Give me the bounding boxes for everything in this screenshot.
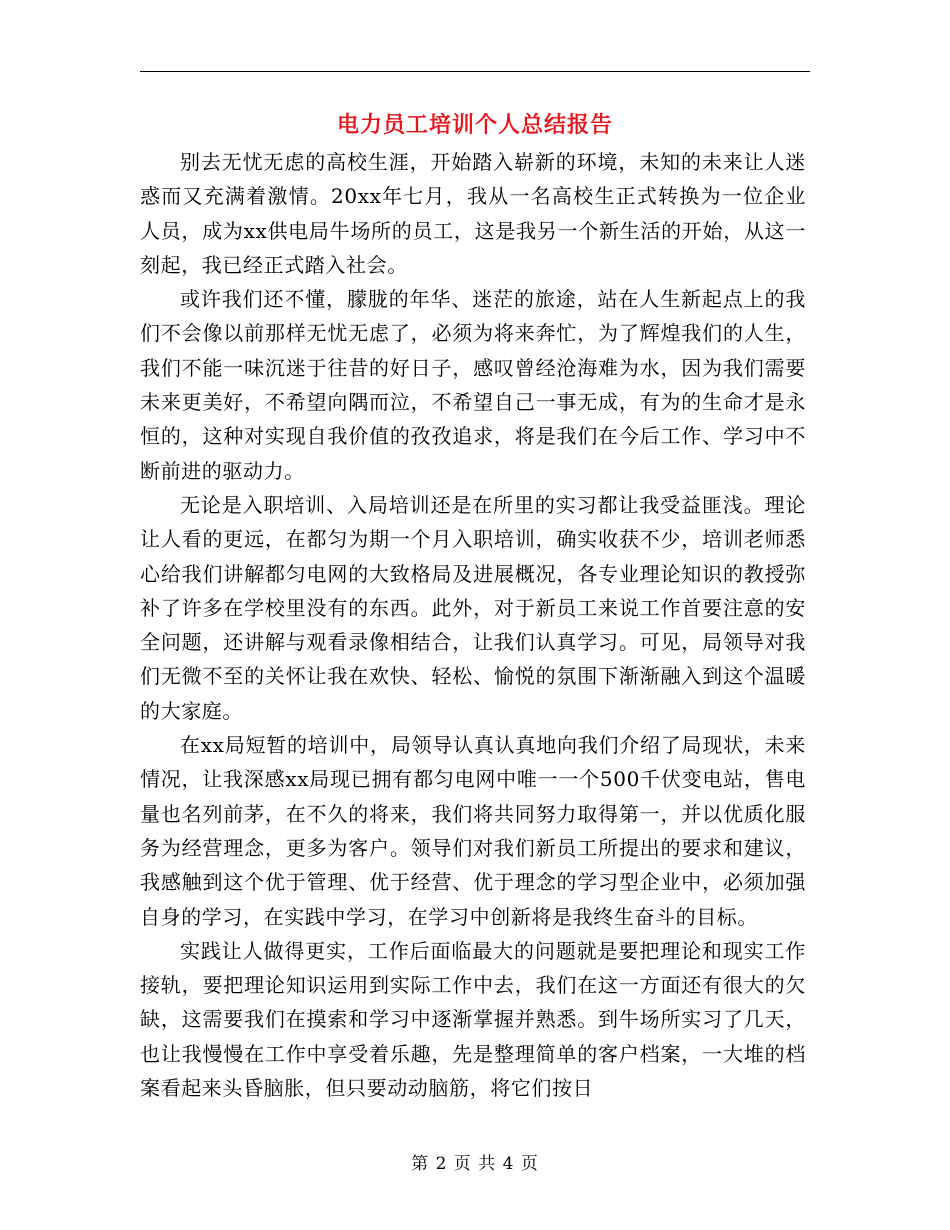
body-paragraph: 在xx局短暂的培训中，局领导认真认真地向我们介绍了局现状，未来情况，让我深感xx局现已拥有都匀电网中唯一一个500千伏变电站，售电量也名列前茅，在不久的将来，我们将共同努力取得第一，并以优质化服务为经营理念，更多为客户。领导们对我们新员工所提出的要求和建议，我感触到这个优于管理、优于经营、优于理念的学习型企业中，必须加强自身的学习，在实践中学习，在学习中创新将是我终生奋斗的目标。 xyxy=(140,733,806,929)
document-body xyxy=(140,145,806,1105)
body-paragraph: 实践让人做得更实，工作后面临最大的问题就是要把理论和现实工作接轨，要把理论知识运用到实际工作中去，我们在这一方面还有很大的欠缺，这需要我们在摸索和学习中逐渐掌握并熟悉。到牛场所实习了几天，也让我慢慢在工作中享受着乐趣，先是整理简单的客户档案，一大堆的档案看起来头昏脑胀，但只要动动脑筋，将它们按日 xyxy=(140,938,806,1101)
header-rule xyxy=(140,71,810,72)
page-number-footer: 第 2 页 共 4 页 xyxy=(411,1154,539,1174)
body-paragraph: 无论是入职培训、入局培训还是在所里的实习都让我受益匪浅。理论让人看的更远，在都匀为期一个月入职培训，确实收获不少，培训老师悉心给我们讲解都匀电网的大致格局及进展概况，各专业理论知识的教授弥补了许多在学校里没有的东西。此外，对于新员工来说工作首要注意的安全问题，还讲解与观看录像相结合，让我们认真学习。可见，局领导对我们无微不至的关怀让我在欢快、轻松、愉悦的氛围下渐渐融入到这个温暖的大家庭。 xyxy=(140,492,806,723)
body-paragraph: 别去无忧无虑的高校生涯，开始踏入崭新的环境，未知的未来让人迷惑而又充满着激情。20xx年七月，我从一名高校生正式转换为一位企业人员，成为xx供电局牛场所的员工，这是我另一个新生活的开始，从这一刻起，我已经正式踏入社会。 xyxy=(140,150,806,277)
document-title: 电力员工培训个人总结报告 xyxy=(336,112,613,138)
body-paragraph: 或许我们还不懂，朦胧的年华、迷茫的旅途，站在人生新起点上的我们不会像以前那样无忧无虑了，必须为将来奔忙，为了辉煌我们的人生，我们不能一味沉迷于往昔的好日子，感叹曾经沧海难为水，因为我们需要未来更美好，不希望向隅而泣，不希望自己一事无成，有为的生命才是永恒的，这种对实现自我价值的孜孜追求，将是我们在今后工作、学习中不断前进的驱动力。 xyxy=(140,287,806,483)
